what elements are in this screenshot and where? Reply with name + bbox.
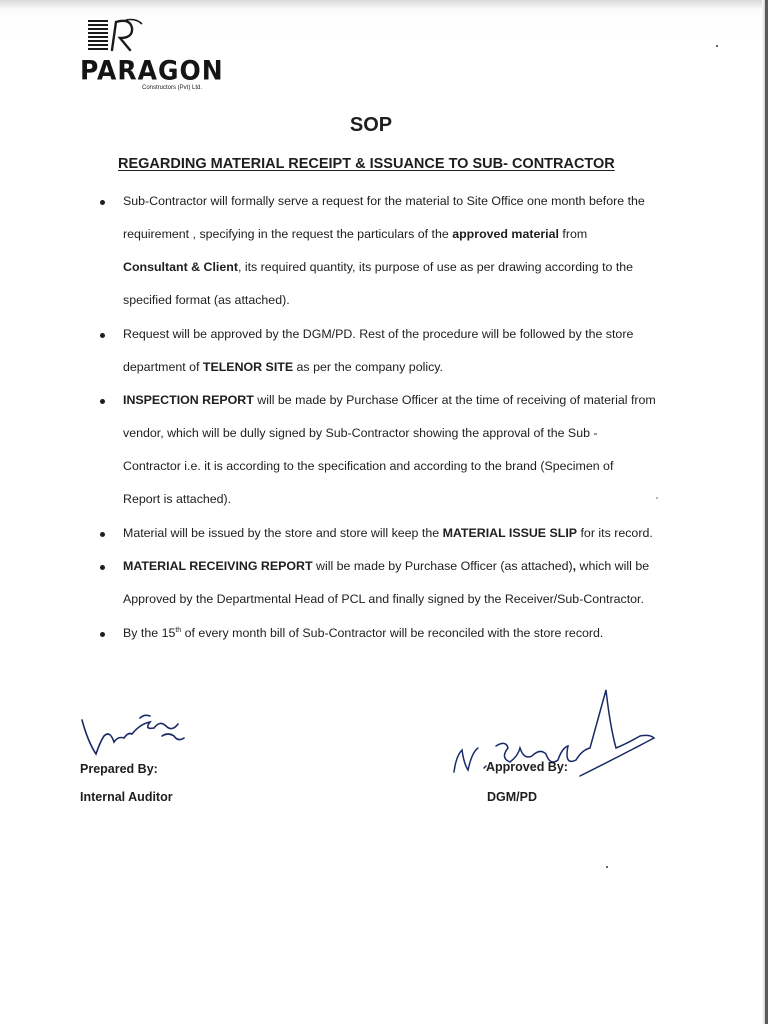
- paragon-p-logo-icon: [86, 16, 158, 56]
- scan-top-edge: [0, 0, 768, 8]
- bullet-text-line: [123, 226, 587, 242]
- company-logo: [80, 16, 224, 96]
- prepared-by-label: Prepared By:: [80, 762, 158, 776]
- bullet-text-line: [123, 525, 653, 541]
- scan-speck: [716, 45, 718, 47]
- prepared-by-signature: [80, 712, 190, 760]
- bullet-dot-icon: [100, 532, 105, 537]
- text-run: Sub-Contractor will formally serve a request for the material to Site Office one month before the: [123, 194, 645, 208]
- document-title: SOP: [349, 114, 393, 136]
- bullet-dot-icon: [100, 632, 105, 637]
- bold-term: INSPECTION REPORT: [123, 393, 254, 407]
- bullet-text-line: [123, 425, 598, 441]
- text-run: as per the company policy.: [293, 360, 444, 374]
- prepared-by-role: Internal Auditor: [80, 790, 173, 804]
- bullet-dot-icon: [100, 333, 105, 338]
- scan-speck: [606, 866, 608, 868]
- approved-by-role: DGM/PD: [487, 790, 537, 804]
- text-run: department of: [123, 360, 203, 374]
- text-run: Report is attached).: [123, 492, 232, 506]
- bullet-text-line: [123, 326, 633, 342]
- text-run: will be made by Purchase Officer (as attached): [312, 559, 573, 573]
- text-run: of every month bill of Sub-Contractor will be reconciled with the store record.: [181, 626, 604, 640]
- bullet-text-line: [123, 625, 603, 641]
- bullet-text-line: [123, 591, 644, 607]
- approved-by-label: Approved By:: [486, 760, 568, 774]
- text-run: for its record.: [577, 526, 653, 540]
- bullet-dot-icon: [100, 399, 105, 404]
- text-run: , its required quantity, its purpose of use as per drawing according to the: [237, 260, 634, 274]
- bold-term: ,: [572, 559, 577, 573]
- text-run: which will be: [576, 559, 650, 573]
- bullet-dot-icon: [100, 565, 105, 570]
- text-run: will be made by Purchase Officer at the time of receiving of material from: [253, 393, 656, 407]
- bullet-text-line: [123, 392, 656, 408]
- bullet-text-line: [123, 259, 633, 275]
- bold-term: TELENOR SITE: [202, 360, 294, 374]
- bullet-dot-icon: [100, 200, 105, 205]
- bullet-text-line: [123, 359, 443, 375]
- bullet-text-line: [123, 558, 649, 574]
- ordinal-suffix: th: [175, 626, 182, 634]
- text-run: vendor, which will be dully signed by Sub-Contractor showing the approval of the Sub -: [123, 426, 598, 440]
- document-subtitle: REGARDING MATERIAL RECEIPT & ISSUANCE TO SUB- CONTRACTOR: [118, 156, 615, 172]
- text-run: Approved by the Departmental Head of PCL and finally signed by the Receiver/Sub-Contractor.: [123, 592, 644, 606]
- scan-speck: [656, 497, 658, 499]
- bold-term: Consultant & Client: [123, 260, 238, 274]
- bold-term: MATERIAL ISSUE SLIP: [442, 526, 578, 540]
- text-run: specified format (as attached).: [123, 293, 290, 307]
- text-run: Contractor i.e. it is according to the specification and according to the brand (Specimen of: [123, 459, 614, 473]
- logo-subtitle: Constructors (Pvt) Ltd.: [142, 85, 203, 91]
- bullet-text-line: [123, 193, 645, 209]
- bold-term: approved material: [452, 227, 559, 241]
- text-run: Material will be issued by the store and store will keep the: [123, 526, 443, 540]
- logo-wordmark: PARAGON: [80, 55, 224, 86]
- text-run: from: [558, 227, 588, 241]
- bold-term: MATERIAL RECEIVING REPORT: [123, 559, 313, 573]
- bullet-text-line: [123, 458, 613, 474]
- bullet-text-line: [123, 292, 290, 308]
- text-run: By the 15: [123, 626, 176, 640]
- bullet-text-line: [123, 491, 231, 507]
- text-run: Request will be approved by the DGM/PD. Rest of the procedure will be followed by the store: [123, 327, 634, 341]
- text-run: requirement , specifying in the request the particulars of the: [123, 227, 453, 241]
